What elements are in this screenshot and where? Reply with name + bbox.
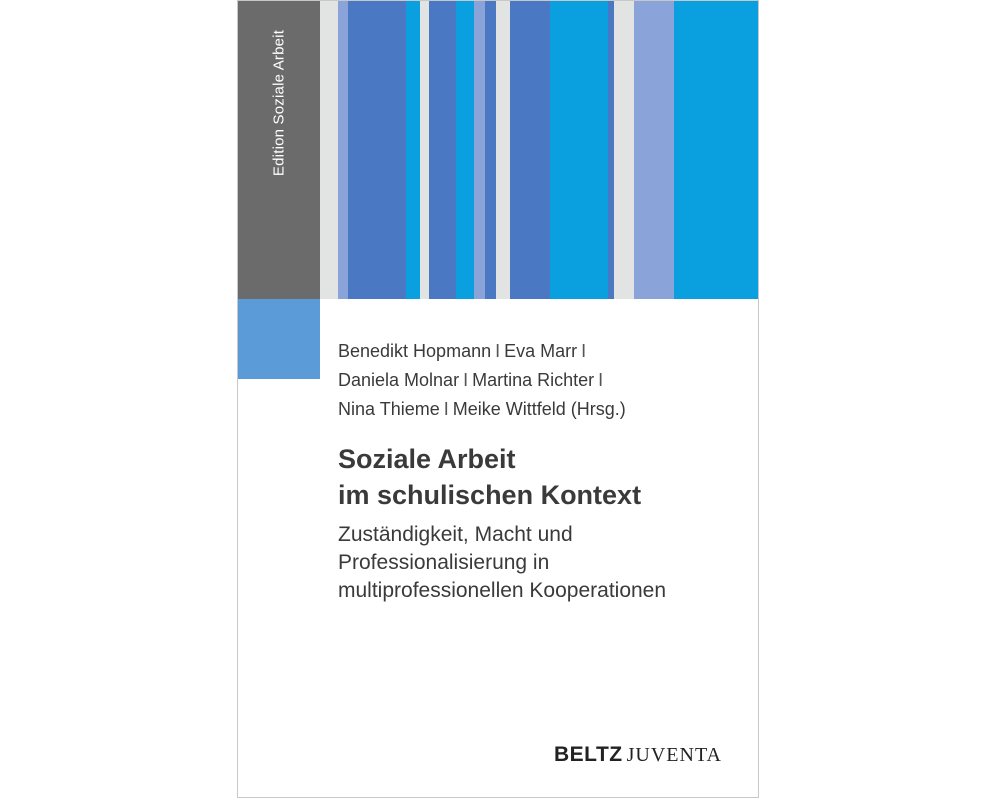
editor-separator: I <box>581 341 587 361</box>
stripe <box>338 1 348 299</box>
editors-line <box>338 366 626 395</box>
publisher-name-beltz: BELTZ <box>554 743 623 766</box>
stripe <box>429 1 456 299</box>
editors-list <box>338 337 626 424</box>
book-cover <box>237 0 759 798</box>
subtitle-line: Zuständigkeit, Macht und <box>338 523 573 546</box>
editor-name: Meike Wittfeld (Hrsg.) <box>452 399 626 419</box>
publisher-name-juventa: JUVENTA <box>626 744 722 766</box>
editor-separator: I <box>463 370 469 390</box>
stripe <box>456 1 474 299</box>
stripe-pattern <box>320 1 759 299</box>
editor-name: Daniela Molnar <box>338 370 460 390</box>
editors-line <box>338 337 626 366</box>
stripe <box>496 1 510 299</box>
series-band <box>238 1 320 299</box>
stripe <box>474 1 485 299</box>
book-subtitle <box>338 521 666 605</box>
subtitle-line: multiprofessionellen Kooperationen <box>338 579 667 602</box>
stripe <box>550 1 608 299</box>
stripe <box>348 1 406 299</box>
editor-name: Martina Richter <box>472 370 595 390</box>
stripe <box>320 1 338 299</box>
editor-separator: I <box>495 341 501 361</box>
subtitle-line: Professionalisierung in <box>338 551 550 574</box>
editor-name: Benedikt Hopmann <box>338 341 492 361</box>
editor-name: Nina Thieme <box>338 399 440 419</box>
stripe <box>420 1 429 299</box>
stripe <box>634 1 674 299</box>
accent-block <box>238 299 320 379</box>
stripe <box>510 1 550 299</box>
editor-name: Eva Marr <box>504 341 578 361</box>
title-line: im schulischen Kontext <box>338 480 642 510</box>
stripe <box>614 1 634 299</box>
stripe <box>674 1 759 299</box>
editors-line <box>338 395 626 424</box>
series-label: Edition Soziale Arbeit <box>270 29 288 177</box>
book-title <box>338 441 641 513</box>
stripe <box>485 1 496 299</box>
editor-separator: I <box>598 370 604 390</box>
stripe <box>406 1 420 299</box>
editor-separator: I <box>443 399 449 419</box>
title-line: Soziale Arbeit <box>338 444 516 474</box>
publisher-logo <box>554 743 722 767</box>
